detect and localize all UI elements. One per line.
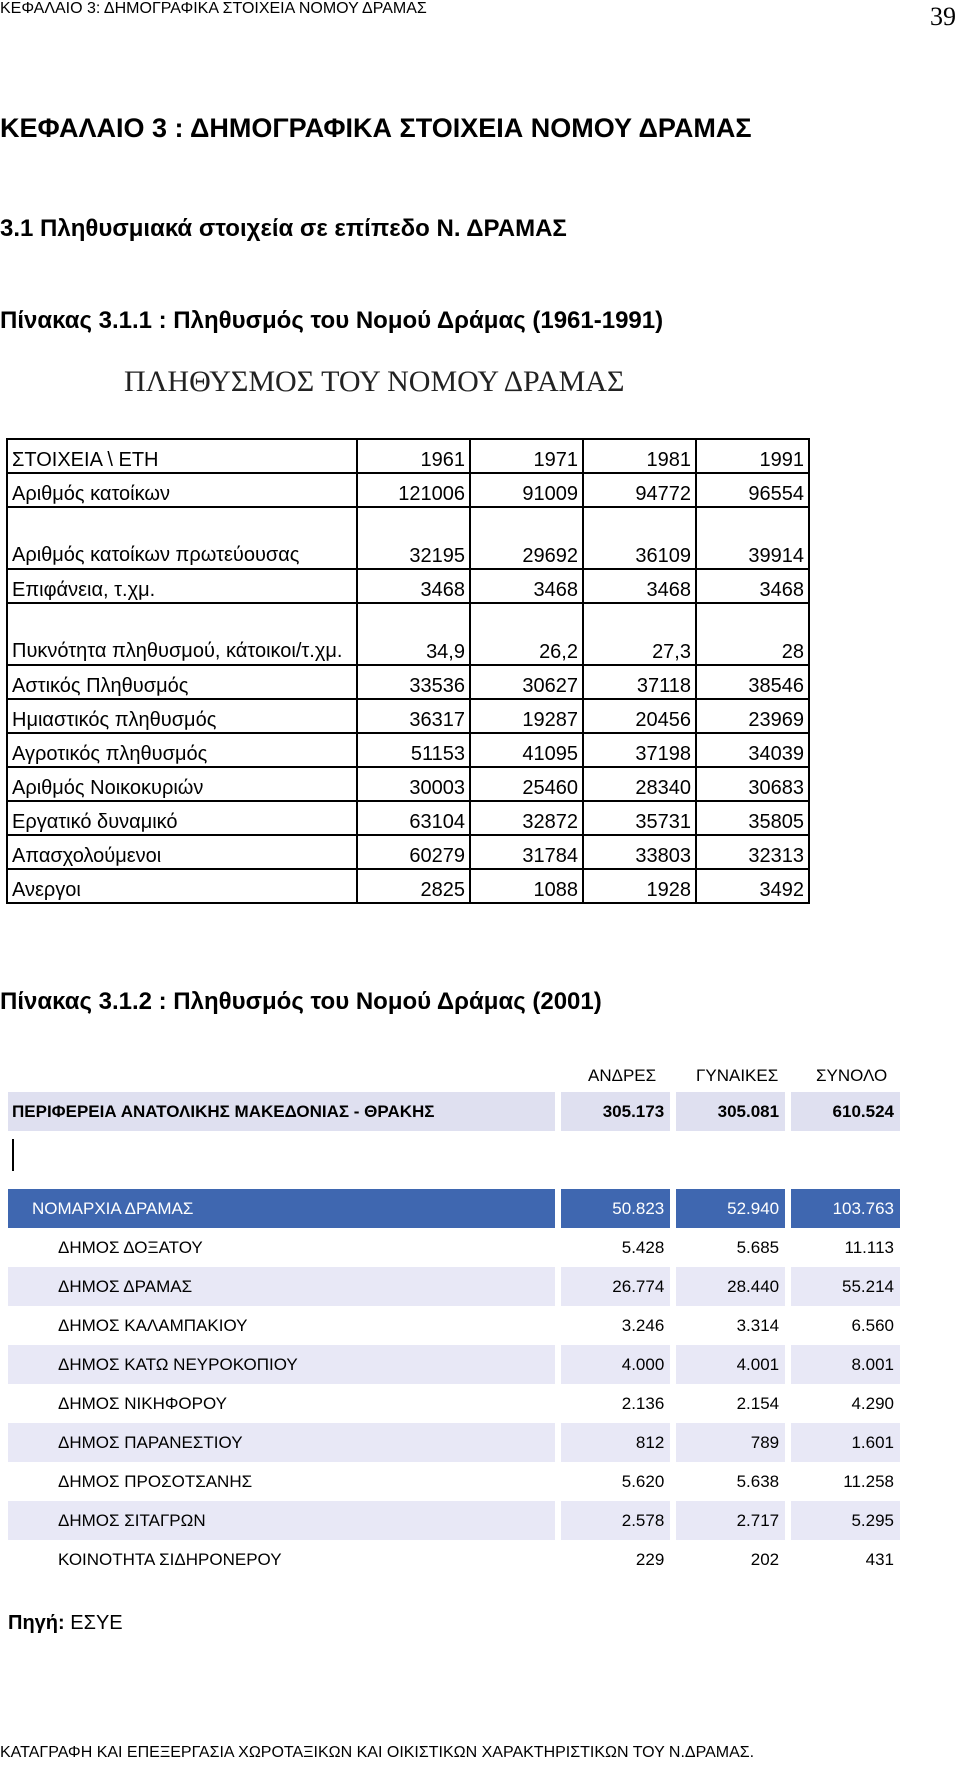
row-label: Αριθμός κατοίκων <box>7 473 357 507</box>
table-cell: 34039 <box>696 733 809 767</box>
table-cell: 305.173 <box>561 1092 670 1131</box>
row-label: Αστικός Πληθυσμός <box>7 665 357 699</box>
table-cell: 2.717 <box>676 1501 785 1540</box>
table-cell: 28.440 <box>676 1267 785 1306</box>
table1-caption: Πίνακας 3.1.1 : Πληθυσμός του Νομού Δράμας (1961-1991) <box>0 307 664 334</box>
table-row <box>8 1540 900 1579</box>
table-cell: 3468 <box>696 569 809 603</box>
text-cursor-mark <box>12 1139 14 1171</box>
table-cell: 51153 <box>357 733 470 767</box>
table-row <box>7 869 809 903</box>
table-cell: 20456 <box>583 699 696 733</box>
table-row <box>8 1462 900 1501</box>
region-row <box>8 1092 900 1131</box>
row-label: Αριθμός Νοικοκυριών <box>7 767 357 801</box>
table-cell: 31784 <box>470 835 583 869</box>
column-header-women: ΓΥΝΑΙΚΕΣ <box>696 1066 779 1085</box>
table-cell: 41095 <box>470 733 583 767</box>
row-label: ΔΗΜΟΣ ΔΟΞΑΤΟΥ <box>58 1237 203 1257</box>
table-cell: 3468 <box>470 569 583 603</box>
table-cell: 11.113 <box>844 1237 894 1257</box>
table-cell: 3468 <box>583 569 696 603</box>
row-label: ΔΗΜΟΣ ΚΑΛΑΜΠΑΚΙΟΥ <box>58 1315 248 1335</box>
table-cell: 25460 <box>470 767 583 801</box>
header-cell: 1981 <box>583 439 696 473</box>
table-header-row <box>7 439 809 473</box>
table-cell: 26.774 <box>561 1267 670 1306</box>
table-cell: 5.685 <box>736 1237 780 1257</box>
row-label: Αριθμός κατοίκων πρωτεύουσας <box>7 507 357 569</box>
table-cell: 37198 <box>583 733 696 767</box>
row-label: Επιφάνεια, τ.χμ. <box>7 569 357 603</box>
table1-banner: ΠΛΗΘΥΣΜΟΣ ΤΟΥ ΝΟΜΟΥ ΔΡΑΜΑΣ <box>124 365 625 398</box>
table-cell: 37118 <box>583 665 696 699</box>
table-cell: 32872 <box>470 801 583 835</box>
running-header: ΚΕΦΑΛΑΙΟ 3: ΔΗΜΟΓΡΑΦΙΚΑ ΣΤΟΙΧΕΙΑ ΝΟΜΟΥ ΔΡΑΜΑΣ <box>0 0 427 17</box>
table-cell: 789 <box>676 1423 785 1462</box>
table-cell: 3468 <box>357 569 470 603</box>
table-row <box>8 1384 900 1423</box>
table-cell: 28340 <box>583 767 696 801</box>
table-cell: 2.136 <box>621 1393 665 1413</box>
table-cell: 2.154 <box>736 1393 780 1413</box>
table-cell: 23969 <box>696 699 809 733</box>
table-cell: 28 <box>696 603 809 665</box>
table-cell: 3.246 <box>621 1315 665 1335</box>
row-label: ΚΟΙΝΟΤΗΤΑ ΣΙΔΗΡΟΝΕΡΟΥ <box>58 1549 282 1569</box>
running-footer: ΚΑΤΑΓΡΑΦΗ ΚΑΙ ΕΠΕΞΕΡΓΑΣΙΑ ΧΩΡΟΤΑΞΙΚΩΝ ΚΑΙ ΟΙΚΙΣΤΙΚΩΝ ΧΑΡΑΚΤΗΡΙΣΤΙΚΩΝ ΤΟΥ Ν.ΔΡΑΜΑΣ. <box>0 1744 755 1761</box>
table-cell: 50.823 <box>561 1189 670 1228</box>
population-table-1961-1991 <box>6 438 810 904</box>
table-cell: 4.000 <box>561 1345 670 1384</box>
table-cell: 812 <box>561 1423 670 1462</box>
table-cell: 35731 <box>583 801 696 835</box>
table-row <box>7 835 809 869</box>
table-row <box>8 1423 900 1462</box>
table-cell: 8.001 <box>791 1345 900 1384</box>
table-cell: 63104 <box>357 801 470 835</box>
table2-caption: Πίνακας 3.1.2 : Πληθυσμός του Νομού Δράμας (2001) <box>0 988 602 1015</box>
table-cell: 29692 <box>470 507 583 569</box>
source-label: Πηγή: <box>8 1612 65 1634</box>
table-cell: 91009 <box>470 473 583 507</box>
row-label: ΔΗΜΟΣ ΚΑΤΩ ΝΕΥΡΟΚΟΠΙΟΥ <box>8 1345 555 1384</box>
table-cell: 229 <box>635 1549 665 1569</box>
table-row <box>8 1345 900 1384</box>
table-cell: 1928 <box>583 869 696 903</box>
row-label: ΔΗΜΟΣ ΔΡΑΜΑΣ <box>8 1267 555 1306</box>
row-label: ΔΗΜΟΣ ΠΑΡΑΝΕΣΤΙΟΥ <box>8 1423 555 1462</box>
table-cell: 19287 <box>470 699 583 733</box>
table-cell: 39914 <box>696 507 809 569</box>
table-row <box>8 1228 900 1267</box>
table-row <box>7 603 809 665</box>
table-row <box>7 801 809 835</box>
table-cell: 35805 <box>696 801 809 835</box>
column-header-men: ΑΝΔΡΕΣ <box>588 1066 657 1085</box>
table-row <box>7 733 809 767</box>
table-cell: 202 <box>750 1549 780 1569</box>
table-row <box>8 1306 900 1345</box>
table-row <box>7 665 809 699</box>
table-cell: 36317 <box>357 699 470 733</box>
table-cell: 36109 <box>583 507 696 569</box>
table-cell: 5.620 <box>621 1471 665 1491</box>
table-cell: 11.258 <box>843 1471 894 1491</box>
table-cell: 3.314 <box>736 1315 780 1335</box>
table-cell: 5.295 <box>791 1501 900 1540</box>
table-cell: 4.001 <box>676 1345 785 1384</box>
source-value: ΕΣΥΕ <box>70 1612 123 1634</box>
table-cell: 96554 <box>696 473 809 507</box>
header-cell: 1961 <box>357 439 470 473</box>
table-cell: 38546 <box>696 665 809 699</box>
source-note <box>8 1612 123 1635</box>
table-cell: 30683 <box>696 767 809 801</box>
table-cell: 1088 <box>470 869 583 903</box>
row-label: ΔΗΜΟΣ ΣΙΤΑΓΡΩΝ <box>8 1501 555 1540</box>
row-label: Ημιαστικός πληθυσμός <box>7 699 357 733</box>
table-row <box>7 569 809 603</box>
section-title: 3.1 Πληθυσμιακά στοιχεία σε επίπεδο Ν. ΔΡΑΜΑΣ <box>0 215 567 242</box>
spacer <box>8 1131 900 1189</box>
table-cell: 33536 <box>357 665 470 699</box>
table-cell: 26,2 <box>470 603 583 665</box>
table-cell: 33803 <box>583 835 696 869</box>
table-cell: 3492 <box>696 869 809 903</box>
row-label: Πυκνότητα πληθυσμού, κάτοικοι/τ.χμ. <box>7 603 357 665</box>
table2-header <box>8 1060 900 1092</box>
table-row <box>7 473 809 507</box>
column-header-total: ΣΥΝΟΛΟ <box>816 1066 888 1085</box>
prefecture-row <box>8 1189 900 1228</box>
chapter-title: ΚΕΦΑΛΑΙΟ 3 : ΔΗΜΟΓΡΑΦΙΚΑ ΣΤΟΙΧΕΙΑ ΝΟΜΟΥ ΔΡΑΜΑΣ <box>0 113 752 143</box>
table-cell: 2.578 <box>561 1501 670 1540</box>
table-cell: 34,9 <box>357 603 470 665</box>
row-label: Εργατικό δυναμικό <box>7 801 357 835</box>
table-row <box>8 1267 900 1306</box>
header-cell: 1991 <box>696 439 809 473</box>
table-cell: 5.638 <box>736 1471 780 1491</box>
table-cell: 55.214 <box>791 1267 900 1306</box>
table-cell: 103.763 <box>791 1189 900 1228</box>
row-label: ΝΟΜΑΡΧΙΑ ΔΡΑΜΑΣ <box>8 1189 555 1228</box>
table-cell: 60279 <box>357 835 470 869</box>
row-label: ΠΕΡΙΦΕΡΕΙΑ ΑΝΑΤΟΛΙΚΗΣ ΜΑΚΕΔΟΝΙΑΣ - ΘΡΑΚΗΣ <box>8 1092 555 1131</box>
table-row <box>7 767 809 801</box>
header-cell: ΣΤΟΙΧΕΙΑ \ ΕΤΗ <box>7 439 357 473</box>
table-cell: 4.290 <box>851 1393 894 1413</box>
table-cell: 94772 <box>583 473 696 507</box>
row-label: ΔΗΜΟΣ ΝΙΚΗΦΟΡΟΥ <box>58 1393 228 1413</box>
table-cell: 2825 <box>357 869 470 903</box>
table-row <box>7 699 809 733</box>
page-number: 39 <box>930 2 956 31</box>
table-cell: 30003 <box>357 767 470 801</box>
table-cell: 6.560 <box>851 1315 894 1335</box>
table-cell: 52.940 <box>676 1189 785 1228</box>
table-cell: 610.524 <box>791 1092 900 1131</box>
row-label: Ανεργοι <box>7 869 357 903</box>
table-cell: 32195 <box>357 507 470 569</box>
table-cell: 1.601 <box>791 1423 900 1462</box>
row-label: ΔΗΜΟΣ ΠΡΟΣΟΤΣΑΝΗΣ <box>58 1471 253 1491</box>
table-cell: 30627 <box>470 665 583 699</box>
table-row <box>7 507 809 569</box>
table-cell: 5.428 <box>621 1237 665 1257</box>
population-table-2001 <box>8 1060 900 1579</box>
table-cell: 305.081 <box>676 1092 785 1131</box>
table-cell: 431 <box>865 1549 894 1569</box>
row-label: Αγροτικός πληθυσμός <box>7 733 357 767</box>
row-label: Απασχολούμενοι <box>7 835 357 869</box>
table-cell: 32313 <box>696 835 809 869</box>
table-cell: 121006 <box>357 473 470 507</box>
header-cell: 1971 <box>470 439 583 473</box>
table-row <box>8 1501 900 1540</box>
table-cell: 27,3 <box>583 603 696 665</box>
